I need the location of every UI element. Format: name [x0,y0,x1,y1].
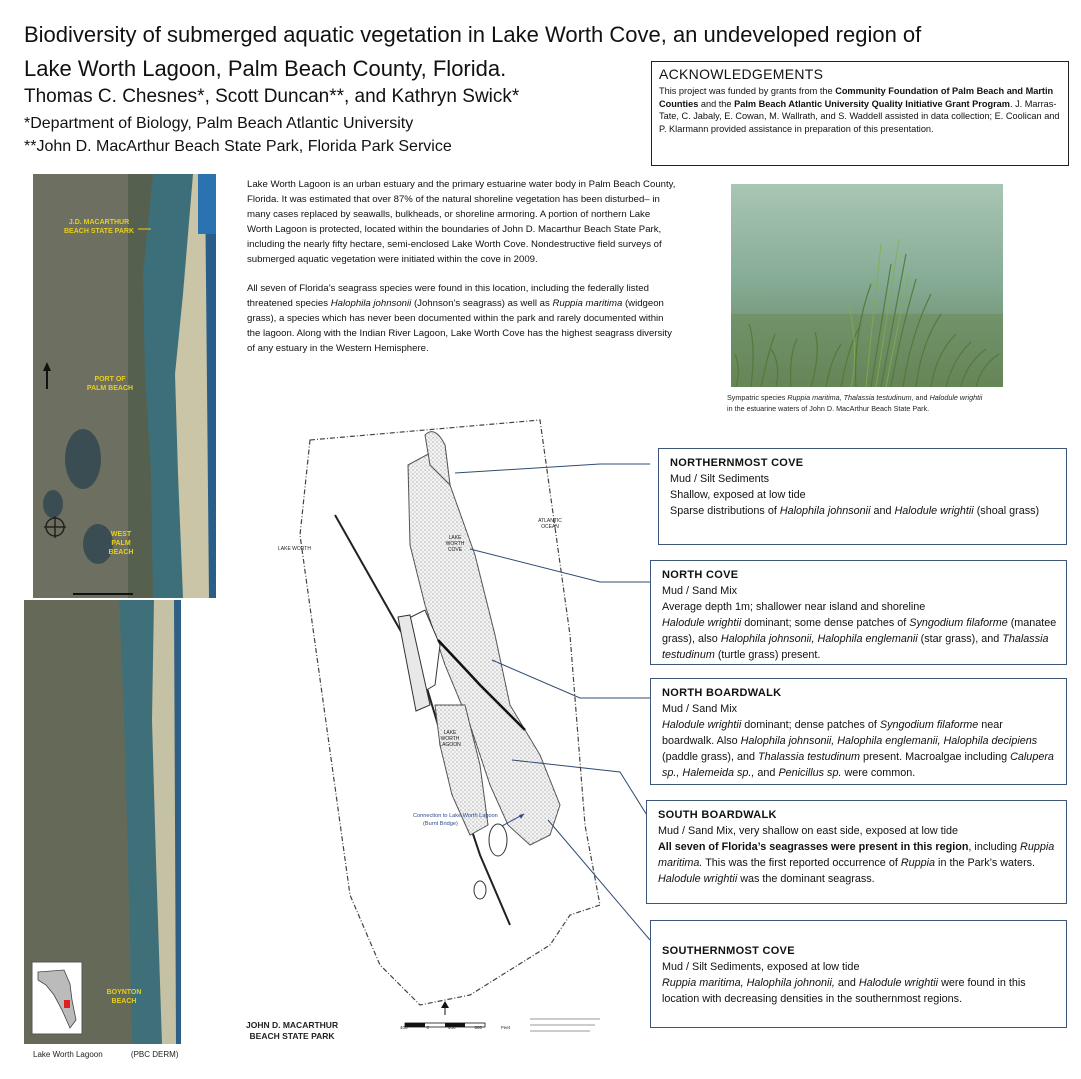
zone-text: and [870,505,895,517]
zone-species-name: Syngodium filaforme [879,719,979,731]
zone-text: dominant; dense patches of [741,719,880,731]
title-line-2: Lake Worth Lagoon, Palm Beach County, Florida. [24,56,507,81]
zone-species-name: Penicillus sp. [778,767,842,779]
intro-paragraph-2 [247,281,677,356]
introduction-text [247,177,677,391]
aerial-map-south [24,600,181,1044]
scale-label-d: 800 [474,1025,482,1030]
zone-box-southernmost-cove [650,920,1067,1028]
zone-species-name: Halodule wrightii [858,977,939,989]
zone-text: in the Park’s waters. [935,857,1036,869]
ack-text-3: . J. Marras-Tate, C. Jabaly, E. Cowan, M. Wallrath, and S. Waddell assisted in data collection; E. Coolican and P. Klarmann provided assistance in preparation of this presentation. [659,98,1060,134]
acknowledgements-heading: ACKNOWLEDGEMENTS [659,66,824,82]
zone-text: dominant; some dense patches of [741,617,910,629]
zone-heading: NORTHERNMOST COVE [670,457,804,469]
zone-text: , including [968,841,1021,853]
zone-text: near boardwalk. Also [662,719,1003,747]
map-label-atlantic: ATLANTIC OCEAN [538,518,562,530]
scale-label-b: 0 [426,1025,429,1030]
park-title-line-2: BEACH STATE PARK [249,1031,335,1041]
aerial-caption [33,1050,178,1059]
map-label-lake-worth: LAKE WORTH [278,546,311,552]
label-west-palm-beach: WEST PALM BEACH [108,531,134,556]
ack-text-2: and the [698,98,735,109]
connection-line-1: Connection to Lake Worth Lagoon [413,813,498,819]
affiliation-2: **John D. MacArthur Beach State Park, Florida Park Service [24,138,452,155]
zone-species-name: Syngodium filaforme [909,617,1008,629]
park-title-line-1: JOHN D. MACARTHUR [246,1020,339,1030]
photo-caption [727,392,1027,414]
connection-line-2: (Burnt Bridge) [423,821,458,827]
zone-species-name: Halophila johnsonii, Halophila englemanii [720,633,918,645]
zone-sediment: Mud / Silt Sediments [670,473,770,485]
zone-heading: SOUTH BOARDWALK [658,809,777,821]
label-port-of-palm-beach: PORT OF PALM BEACH [86,376,134,392]
map-park-title [246,1020,338,1042]
connection-arrow-icon [500,810,530,830]
zone-species [662,615,1057,663]
intro-text-b: (Johnson’s seagrass) as well as [411,298,553,309]
zone-sediment: Mud / Sand Mix [662,703,738,715]
zone-box-northernmost-cove [658,448,1067,545]
intro-species-2: Ruppia maritima [552,298,623,309]
intro-text-c: (widgeon grass), a species which has never been documented within the park and rarely documented within the lagoon. Along with the Indian River Lagoon, Lake Worth Cove has the highest seagrass diversity of any estuary in the Western Hemisphere. [247,298,672,354]
zone-box-north-cove [650,560,1067,665]
zone-heading: NORTH COVE [662,569,739,581]
zone-text: (manatee grass), also [662,617,1057,645]
map-label-lagoon: LAKE WORTH LAGOON [439,730,461,748]
zone-text: (star grass), and [917,633,1003,645]
zone-text: This was the first reported occurrence of [702,857,901,869]
scale-label-a: 400 [400,1025,408,1030]
ack-text-1: This project was funded by grants from the [659,86,836,96]
zone-species [662,717,1057,781]
scale-label-c: 400 [447,1025,456,1030]
intro-text-a: All seven of Florida’s seagrass species were found in this location, including the federally listed threatened species [247,283,649,309]
label-boynton-beach: BOYNTON BEACH [106,989,142,1005]
aerial-caption-title: Lake Worth Lagoon [33,1050,103,1059]
caption-text-b: and [913,393,930,402]
zone-species-name: Halodule wrightii [662,617,742,629]
zone-highlight: All seven of Florida’s seagrasses were present in this region [658,841,969,853]
map-connection-note [413,812,498,828]
zone-species [658,839,1057,887]
ack-funder-1: Community Foundation of Palm Beach and Martin Counties [659,86,1054,109]
zone-heading: NORTH BOARDWALK [662,687,782,699]
seagrass-photo [731,184,1003,387]
zone-text: and [754,767,779,779]
intro-species-1: Halophila johnsonii [330,298,412,309]
zone-box-north-boardwalk [650,678,1067,785]
zone-species-name: Halodule wrightii [662,719,742,731]
zone-species [670,503,1057,519]
zone-box-south-boardwalk [646,800,1067,904]
zone-depth: Average depth 1m; shallower near island and shoreline [662,601,926,613]
map-scale-labels [400,1025,510,1030]
label-macarthur-park: J.D. MACARTHUR BEACH STATE PARK [64,219,134,235]
scale-unit: Feet [500,1025,510,1030]
zone-text: present. Macroalgae including [860,751,1011,763]
zone-species-name: Calupera sp., Halemeida sp., [662,751,1054,779]
caption-text-c: in the estuarine waters of John D. MacArthur Beach State Park. [727,404,930,413]
zone-text: (shoal grass) [973,505,1040,517]
zone-depth: Shallow, exposed at low tide [670,489,806,501]
zone-species [662,975,1057,1007]
zone-species-name: Halophila johnsonii, Halophila englemanii, Halophila decipiens [740,735,1038,747]
intro-paragraph-1: Lake Worth Lagoon is an urban estuary and the primary estuarine water body in Palm Beach County, Florida. It was estimated that over 87% of the natural shoreline vegetation has been disturbed– in many cases replaced by seawalls, bulkheads, or shoreline armoring. A portion of northern Lake Worth Lagoon is protected, located within the boundaries of John D. Macarthur Beach State Park, including the nearly fifty hectare, semi-enclosed Lake Worth Cove. Nondestructive field surveys of submerged aquatic vegetation were initiated within the cove in 2009. [247,179,676,265]
zone-species-name: Halodule wrightii [894,505,974,517]
map-label-cove: LAKE WORTH COVE [445,535,465,553]
zone-text: (turtle grass) present. [714,649,821,661]
zone-species-name: Halodule wrightii [658,873,738,885]
caption-text-a: Sympatric species [727,393,788,402]
zone-species-name: Thalassia testudinum [662,633,1049,661]
zone-species-name: Ruppia maritima. [658,841,1055,869]
zone-text: was the dominant seagrass. [737,873,875,885]
zone-species-name: Thalassia testudinum [758,751,861,763]
ack-funder-2: Palm Beach Atlantic University Quality Initiative Grant Program [734,98,1010,109]
zone-sediment: Mud / Sand Mix, very shallow on east side, exposed at low tide [658,825,959,837]
authors: Thomas C. Chesnes*, Scott Duncan**, and Kathryn Swick* [24,86,520,107]
zone-sediment: Mud / Silt Sediments, exposed at low tide [662,961,860,973]
zone-text: were common. [841,767,916,779]
acknowledgements-box [651,61,1069,166]
zone-heading: SOUTHERNMOST COVE [662,945,795,957]
zone-species-name: Halophila johnsonii [779,505,871,517]
zone-text: (paddle grass), and [662,751,759,763]
affiliation-1: *Department of Biology, Palm Beach Atlantic University [24,115,414,132]
title-line-1: Biodiversity of submerged aquatic vegetation in Lake Worth Cove, an undeveloped region of [24,22,922,47]
zone-text: Sparse distributions of [670,505,780,517]
caption-species-2: Halodule wrightii [929,393,983,402]
acknowledgements-text [659,85,1061,135]
zone-species-name: Ruppia maritima, Halophila johnonii, [662,977,835,989]
zone-text: were found in this location with decreasing densities in the southernmost regions. [662,977,1026,1005]
caption-species-1: Ruppia maritima, Thalassia testudinum, [787,393,914,402]
zone-sediment: Mud / Sand Mix [662,585,738,597]
zone-species-name: Ruppia [900,857,936,869]
aerial-caption-source: (PBC DERM) [130,1050,179,1059]
zone-text: and [834,977,859,989]
